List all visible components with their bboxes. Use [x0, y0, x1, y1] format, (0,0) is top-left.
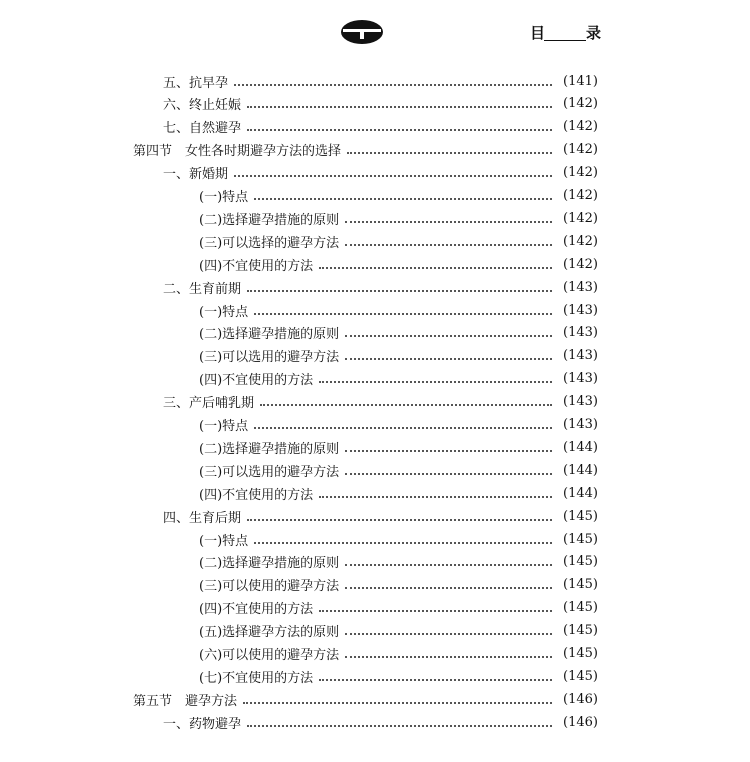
- toc-entry: [199, 551, 598, 573]
- toc-entry-label: (七)不宜使用的方法: [199, 670, 314, 686]
- toc-entry-page: (143): [563, 302, 598, 318]
- toc-entry-page: (145): [563, 646, 598, 661]
- toc-entry-label: (四)不宜使用的方法: [199, 602, 314, 618]
- toc-entry-page: (145): [563, 531, 598, 547]
- toc-entry-page: (143): [563, 371, 598, 387]
- toc-entry-leader: [254, 197, 552, 200]
- toc-entry-leader: [254, 426, 552, 429]
- toc-entry-label: 第四节 女性各时期避孕方法的选择: [133, 144, 342, 160]
- toc-entry-label: 第五节 避孕方法: [133, 693, 238, 709]
- toc-entry-leader: [319, 266, 552, 269]
- toc-entry-page: (144): [563, 485, 598, 501]
- toc-entry: [199, 414, 598, 436]
- toc-entry-page: (143): [563, 417, 598, 432]
- header-title-underline: [544, 30, 586, 41]
- toc-entry-leader: [234, 83, 552, 86]
- toc-entry-label: 五、抗早孕: [163, 75, 229, 91]
- toc-entry-leader: [247, 724, 552, 727]
- toc-entry-leader: [345, 357, 552, 360]
- toc-entry-label: (二)选择避孕措施的原则: [199, 212, 340, 228]
- header-title: [530, 22, 601, 43]
- toc-entry-leader: [234, 174, 552, 177]
- toc-entry-label: (二)选择避孕措施的原则: [199, 327, 340, 343]
- toc-entry-leader: [347, 151, 552, 154]
- toc-entry: [133, 688, 598, 710]
- toc-entry: [133, 139, 598, 161]
- toc-entry-page: (143): [563, 348, 598, 364]
- toc-entry: [163, 711, 598, 733]
- toc-entry-page: (143): [563, 325, 598, 341]
- toc-entry-page: (144): [563, 439, 598, 455]
- toc-entry-leader: [319, 380, 552, 383]
- toc-entry: [199, 574, 598, 596]
- toc-entry-label: 三、产后哺乳期: [163, 396, 255, 412]
- toc-entry-leader: [345, 243, 552, 246]
- toc-entry-leader: [260, 403, 552, 406]
- toc-entry-page: (141): [563, 73, 598, 89]
- toc-entry: [199, 345, 598, 367]
- toc-entry: [199, 230, 598, 252]
- toc-entry-page: (146): [563, 691, 598, 707]
- toc-entry-leader: [247, 518, 552, 521]
- toc-entry-leader: [345, 586, 552, 589]
- toc-entry-leader: [345, 220, 552, 223]
- toc-entry-leader: [254, 312, 552, 315]
- toc-entry-label: 四、生育后期: [163, 510, 242, 526]
- toc-entry-label: (三)可以选用的避孕方法: [199, 350, 340, 366]
- toc-entry-leader: [345, 472, 552, 475]
- toc-entry-page: (145): [563, 554, 598, 570]
- toc-entry-page: (142): [563, 96, 598, 112]
- toc-entry-page: (145): [563, 668, 598, 684]
- toc-entry-label: 六、终止妊娠: [163, 98, 242, 114]
- toc-entry-label: (二)选择避孕措施的原则: [199, 441, 340, 457]
- toc-entry: [199, 482, 598, 504]
- toc-entry-leader: [247, 105, 552, 108]
- toc-entry-label: (一)特点: [199, 533, 249, 549]
- toc-entry-page: (146): [563, 714, 598, 730]
- toc-entry-page: (145): [563, 577, 598, 593]
- toc-entry-label: (六)可以使用的避孕方法: [199, 648, 340, 663]
- toc-entry-leader: [345, 334, 552, 337]
- toc-entry-page: (145): [563, 508, 598, 524]
- toc-entry: [199, 620, 598, 642]
- toc-entry-label: (四)不宜使用的方法: [199, 373, 314, 389]
- toc-entry-page: (145): [563, 600, 598, 616]
- toc-entry-page: (142): [563, 256, 598, 272]
- toc-entry-page: (142): [563, 210, 598, 226]
- toc-entry-leader: [345, 632, 552, 635]
- toc-entry: [163, 116, 598, 138]
- toc-entry: [199, 597, 598, 619]
- toc-entry-page: (142): [563, 142, 598, 158]
- header-emblem-icon: [339, 18, 385, 46]
- toc-entry-page: (143): [563, 394, 598, 410]
- toc-entry-label: (一)特点: [199, 190, 249, 205]
- toc-entry-leader: [247, 128, 552, 131]
- toc-entry: [163, 391, 598, 413]
- header-title-char-1: 目: [530, 24, 546, 42]
- toc-entry-label: 一、新婚期: [163, 167, 229, 183]
- toc-entry-leader: [243, 701, 552, 704]
- toc-entry-page: (144): [563, 462, 598, 478]
- toc-entry-label: 二、生育前期: [163, 281, 242, 297]
- toc-entry: [163, 93, 598, 115]
- toc-entry: [199, 436, 598, 458]
- toc-entry-leader: [319, 495, 552, 498]
- toc-entry-label: (一)特点: [199, 304, 249, 320]
- toc-entry-leader: [345, 563, 552, 566]
- toc-entry-page: (142): [563, 119, 598, 135]
- toc-entry-label: (五)选择避孕方法的原则: [199, 625, 340, 641]
- toc-entry: [199, 322, 598, 344]
- toc-entry-label: 七、自然避孕: [163, 121, 242, 137]
- toc-entry-leader: [254, 541, 552, 544]
- toc-entry: [199, 665, 598, 687]
- header-title-char-2: 录: [586, 24, 602, 42]
- toc-entry-label: 一、药物避孕: [163, 716, 242, 732]
- toc-entry-page: (142): [563, 188, 598, 203]
- toc-entry: [163, 276, 598, 298]
- toc-entry: [199, 253, 598, 275]
- toc-entry: [199, 207, 598, 229]
- toc-entry-label: (一)特点: [199, 419, 249, 434]
- toc-entry-page: (145): [563, 623, 598, 639]
- toc-entry-label: (三)可以选用的避孕方法: [199, 464, 340, 480]
- toc-entry-label: (四)不宜使用的方法: [199, 487, 314, 503]
- toc-entry-leader: [319, 609, 552, 612]
- toc-entry: [199, 528, 598, 550]
- toc-entry-leader: [345, 655, 552, 658]
- toc-entry-label: (三)可以选择的避孕方法: [199, 235, 340, 251]
- toc-entry-label: (三)可以使用的避孕方法: [199, 579, 340, 595]
- toc-entry: [199, 643, 598, 665]
- toc-entry-leader: [319, 678, 552, 681]
- toc-entry: [163, 70, 598, 92]
- toc-entry-label: (四)不宜使用的方法: [199, 258, 314, 274]
- toc-entry: [163, 162, 598, 184]
- toc-entry-page: (142): [563, 233, 598, 249]
- toc-entry-leader: [247, 289, 552, 292]
- toc-entry: [199, 185, 598, 207]
- toc-entry: [199, 368, 598, 390]
- toc-entry: [199, 299, 598, 321]
- toc-entry: [163, 505, 598, 527]
- toc-entry-leader: [345, 449, 552, 452]
- toc-entry: [199, 459, 598, 481]
- toc-entry-page: (142): [563, 165, 598, 181]
- toc-entry-label: (二)选择避孕措施的原则: [199, 556, 340, 572]
- toc-entry-page: (143): [563, 279, 598, 295]
